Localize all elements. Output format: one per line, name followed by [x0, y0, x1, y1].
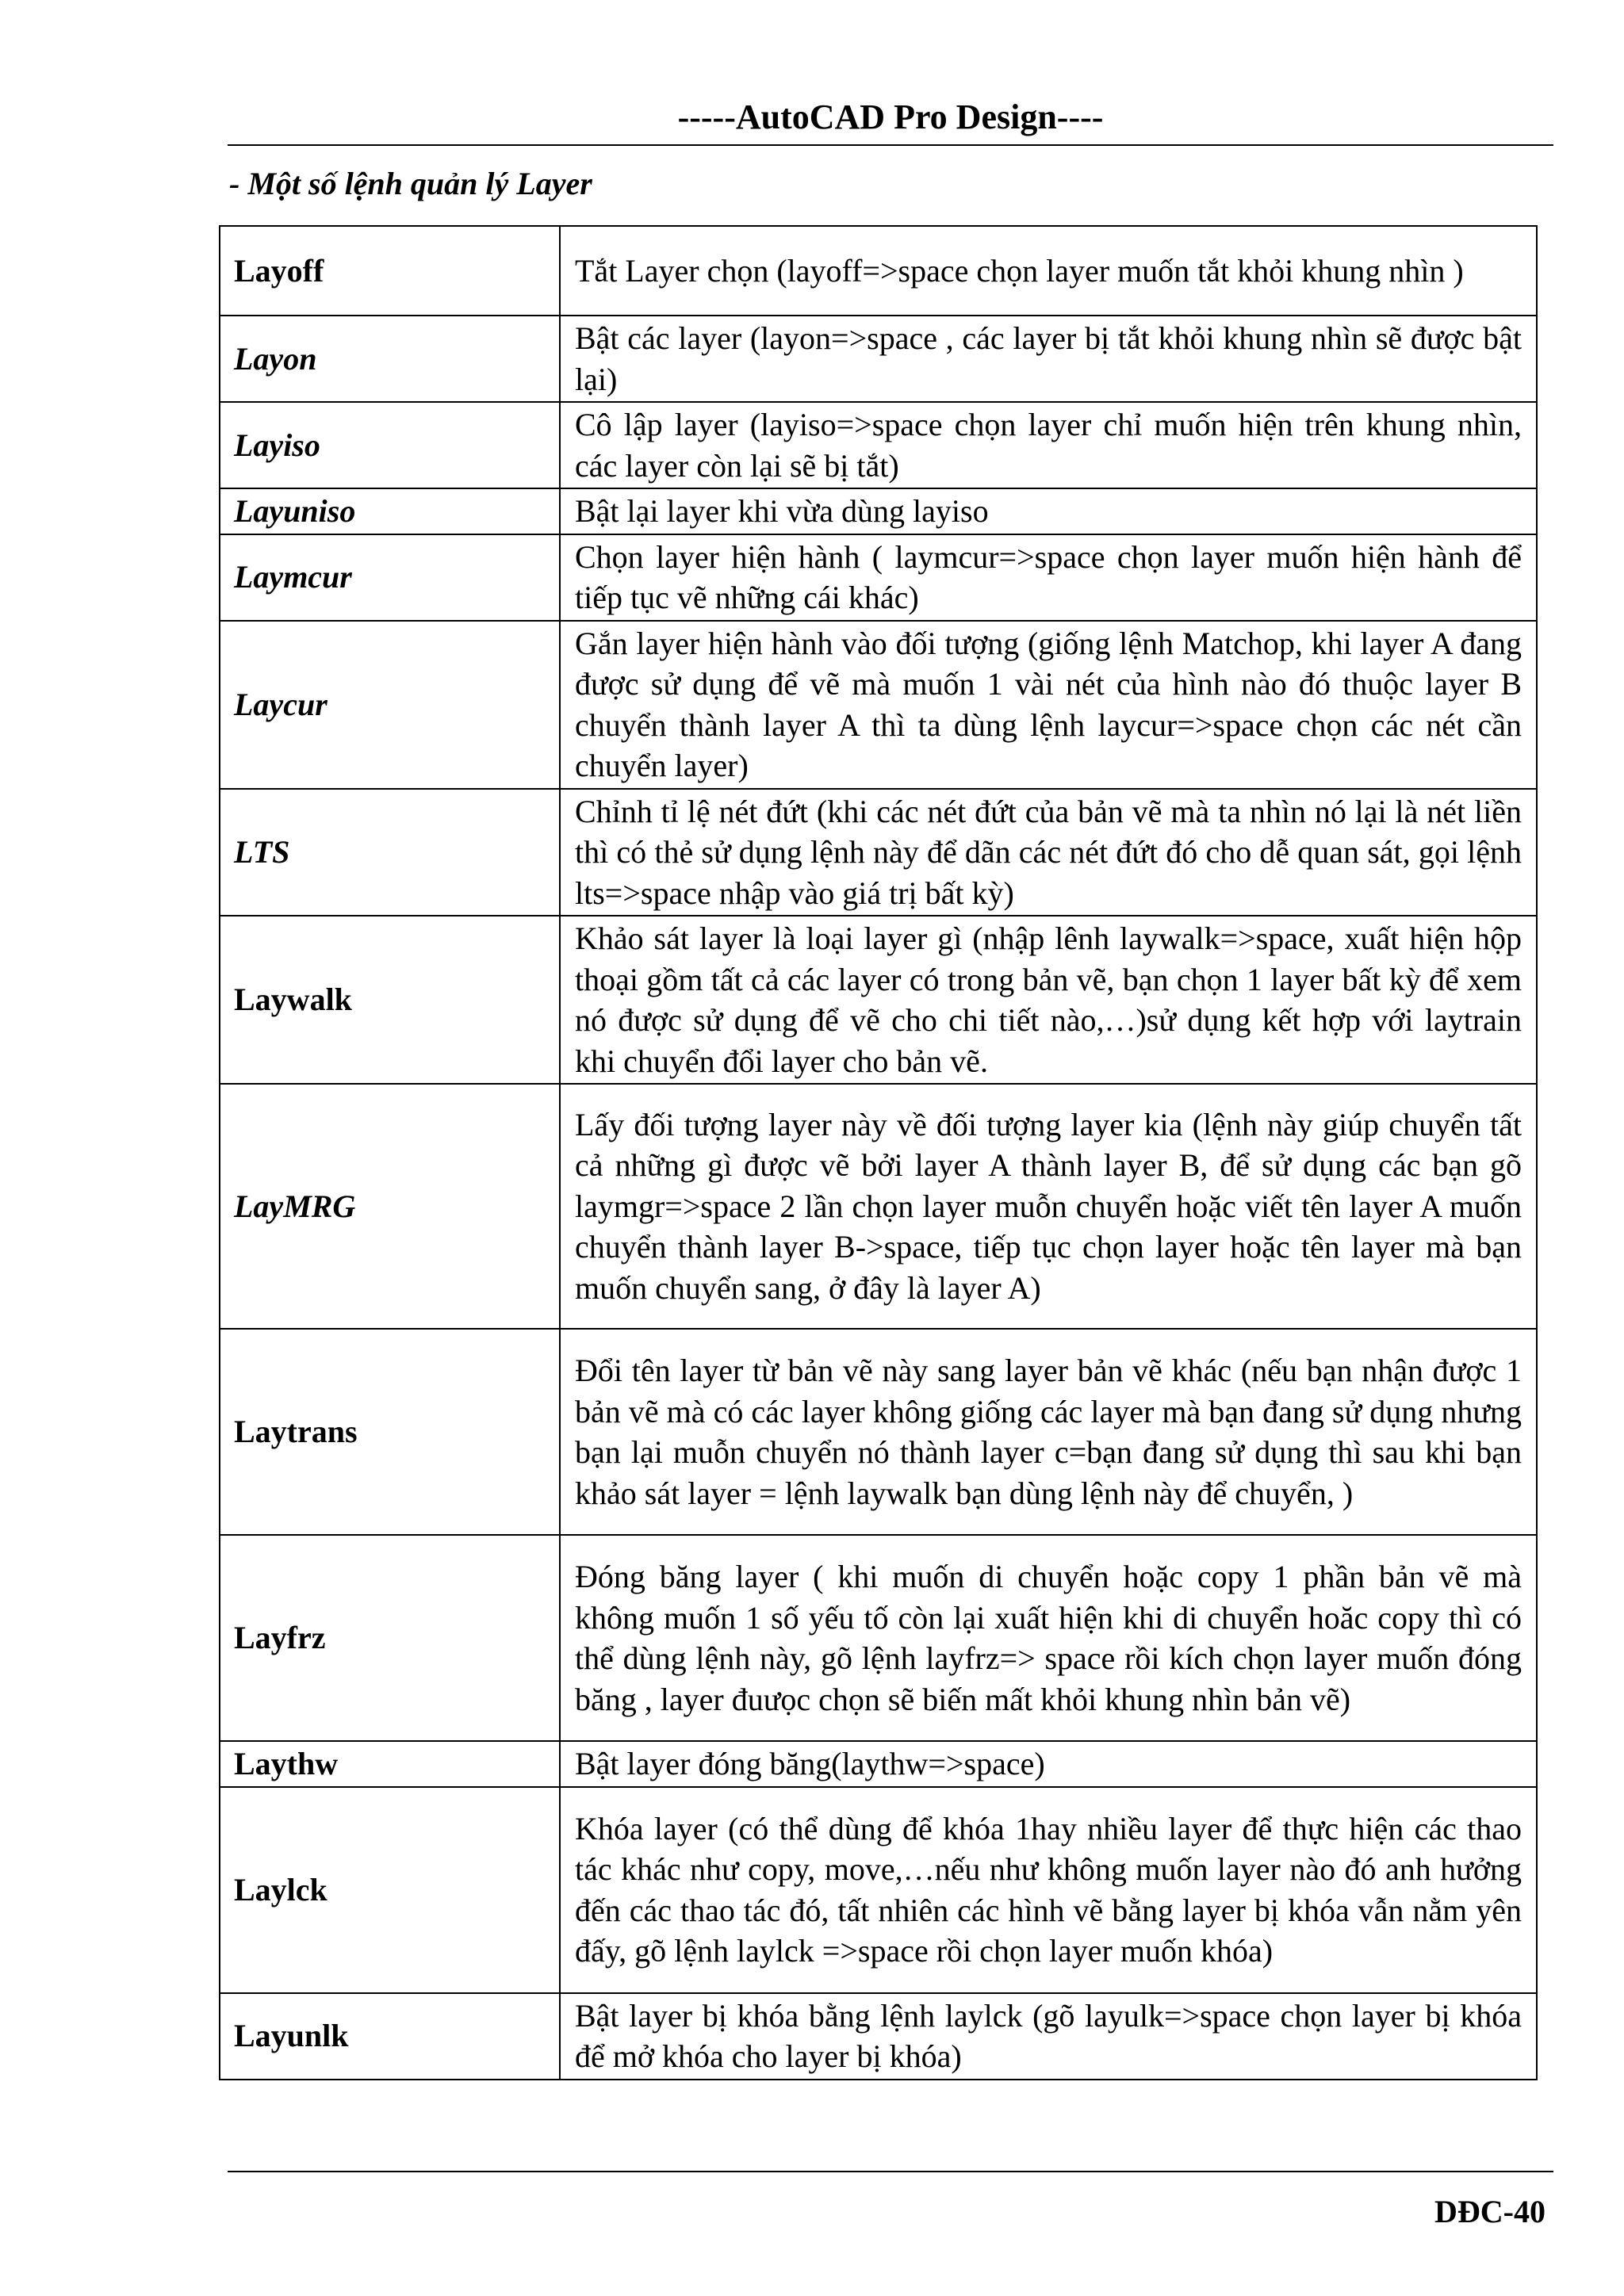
table-row — [220, 1787, 1537, 1993]
table-row — [220, 621, 1537, 789]
table-row — [220, 916, 1537, 1084]
command-description: Đổi tên layer từ bản vẽ này sang layer bản vẽ khác (nếu bạn nhận được 1 bản vẽ mà có các layer không giống các layer mà bạn đang sử dụng nhưng bạn lại muỗn chuyển nó thành layer c=bạn đang sử dụng thì sau khi bạn khảo sát layer = lệnh laywalk bạn dùng lệnh này để chuyển, ) — [560, 1329, 1537, 1535]
command-name: LayMRG — [220, 1084, 560, 1329]
table-row — [220, 1535, 1537, 1741]
table-row — [220, 402, 1537, 488]
command-name: Layunlk — [220, 1993, 560, 2080]
page-number: DĐC-40 — [1434, 2194, 1545, 2229]
page-header — [228, 94, 1553, 146]
table-row — [220, 316, 1537, 402]
command-description: Bật lại layer khi vừa dùng layiso — [560, 488, 1537, 534]
table-row — [220, 488, 1537, 534]
command-name: Layiso — [220, 402, 560, 488]
page-footer — [228, 2171, 1553, 2229]
command-description: Đóng băng layer ( khi muốn di chuyển hoặc copy 1 phần bản vẽ mà không muốn 1 số yếu tố còn lại xuất hiện khi di chuyển hoăc copy thì có thể dùng lệnh này, gõ lệnh layfrz=> space rồi kích chọn layer muốn đóng băng , layer đuưọc chọn sẽ biến mất khỏi khung nhìn bản vẽ) — [560, 1535, 1537, 1741]
command-description: Gắn layer hiện hành vào đối tượng (giống lệnh Matchop, khi layer A đang được sử dụng để vẽ mà muốn 1 vài nét của hình nào đó thuộc layer B chuyển thành layer A thì ta dùng lệnh laycur=>space chọn các nét cần chuyển layer) — [560, 621, 1537, 789]
command-name: Laywalk — [220, 916, 560, 1084]
command-name: Layoff — [220, 226, 560, 316]
command-description: Bật layer bị khóa bằng lệnh laylck (gõ layulk=>space chọn layer bị khóa để mở khóa cho layer bị khóa) — [560, 1993, 1537, 2080]
table-row — [220, 789, 1537, 916]
table-row — [220, 1329, 1537, 1535]
command-description: Lấy đối tượng layer này về đối tượng layer kia (lệnh này giúp chuyển tất cả những gì được vẽ bởi layer A thành layer B, để sử dụng các bạn gõ laymgr=>space 2 lần chọn layer muỗn chuyển hoặc viết tên layer A muốn chuyển thành layer B->space, tiếp tục chọn layer hoặc tên layer mà bạn muốn chuyển sang, ở đây là layer A) — [560, 1084, 1537, 1329]
command-description: Khóa layer (có thể dùng để khóa 1hay nhiều layer để thực hiện các thao tác khác như copy, move,…nếu như không muốn layer nào đó anh hưởng đến các thao tác đó, tất nhiên các hình vẽ bằng layer bị khóa vẫn nằm yên đấy, gõ lệnh laylck =>space rồi chọn layer muốn khóa) — [560, 1787, 1537, 1993]
table-row — [220, 534, 1537, 621]
command-description: Chỉnh tỉ lệ nét đứt (khi các nét đứt của bản vẽ mà ta nhìn nó lại là nét liền thì có thẻ sử dụng lệnh này để dãn các nét đứt đó cho dễ quan sát, gọi lệnh lts=>space nhập vào giá trị bất kỳ) — [560, 789, 1537, 916]
command-name: Layfrz — [220, 1535, 560, 1741]
command-name: Laymcur — [220, 534, 560, 621]
table-row — [220, 1993, 1537, 2080]
command-description: Cô lập layer (layiso=>space chọn layer chỉ muốn hiện trên khung nhìn, các layer còn lại sẽ bị tắt) — [560, 402, 1537, 488]
command-description: Bật các layer (layon=>space , các layer bị tắt khỏi khung nhìn sẽ được bật lại) — [560, 316, 1537, 402]
command-name: LTS — [220, 789, 560, 916]
command-name: Layuniso — [220, 488, 560, 534]
command-name: Laylck — [220, 1787, 560, 1993]
table-row — [220, 226, 1537, 316]
table-row — [220, 1741, 1537, 1787]
section-heading: - Một số lệnh quản lý Layer — [229, 166, 592, 201]
command-description: Chọn layer hiện hành ( laymcur=>space chọn layer muốn hiện hành để tiếp tục vẽ những cái khác) — [560, 534, 1537, 621]
command-name: Laycur — [220, 621, 560, 789]
command-name: Layon — [220, 316, 560, 402]
command-description: Bật layer đóng băng(laythw=>space) — [560, 1741, 1537, 1787]
command-name: Laytrans — [220, 1329, 560, 1535]
command-description: Tắt Layer chọn (layoff=>space chọn layer muốn tắt khỏi khung nhìn ) — [560, 226, 1537, 316]
command-name: Laythw — [220, 1741, 560, 1787]
header-title: -----AutoCAD Pro Design---- — [677, 98, 1104, 136]
table-row — [220, 1084, 1537, 1329]
layer-commands-table — [219, 225, 1538, 2080]
command-description: Khảo sát layer là loại layer gì (nhập lênh laywalk=>space, xuất hiện hộp thoại gồm tất cả các layer có trong bản vẽ, bạn chọn 1 layer bất kỳ để xem nó được sử dụng để vẽ cho chi tiết nào,…)sử dụng kết hợp với laytrain khi chuyển đổi layer cho bản vẽ. — [560, 916, 1537, 1084]
